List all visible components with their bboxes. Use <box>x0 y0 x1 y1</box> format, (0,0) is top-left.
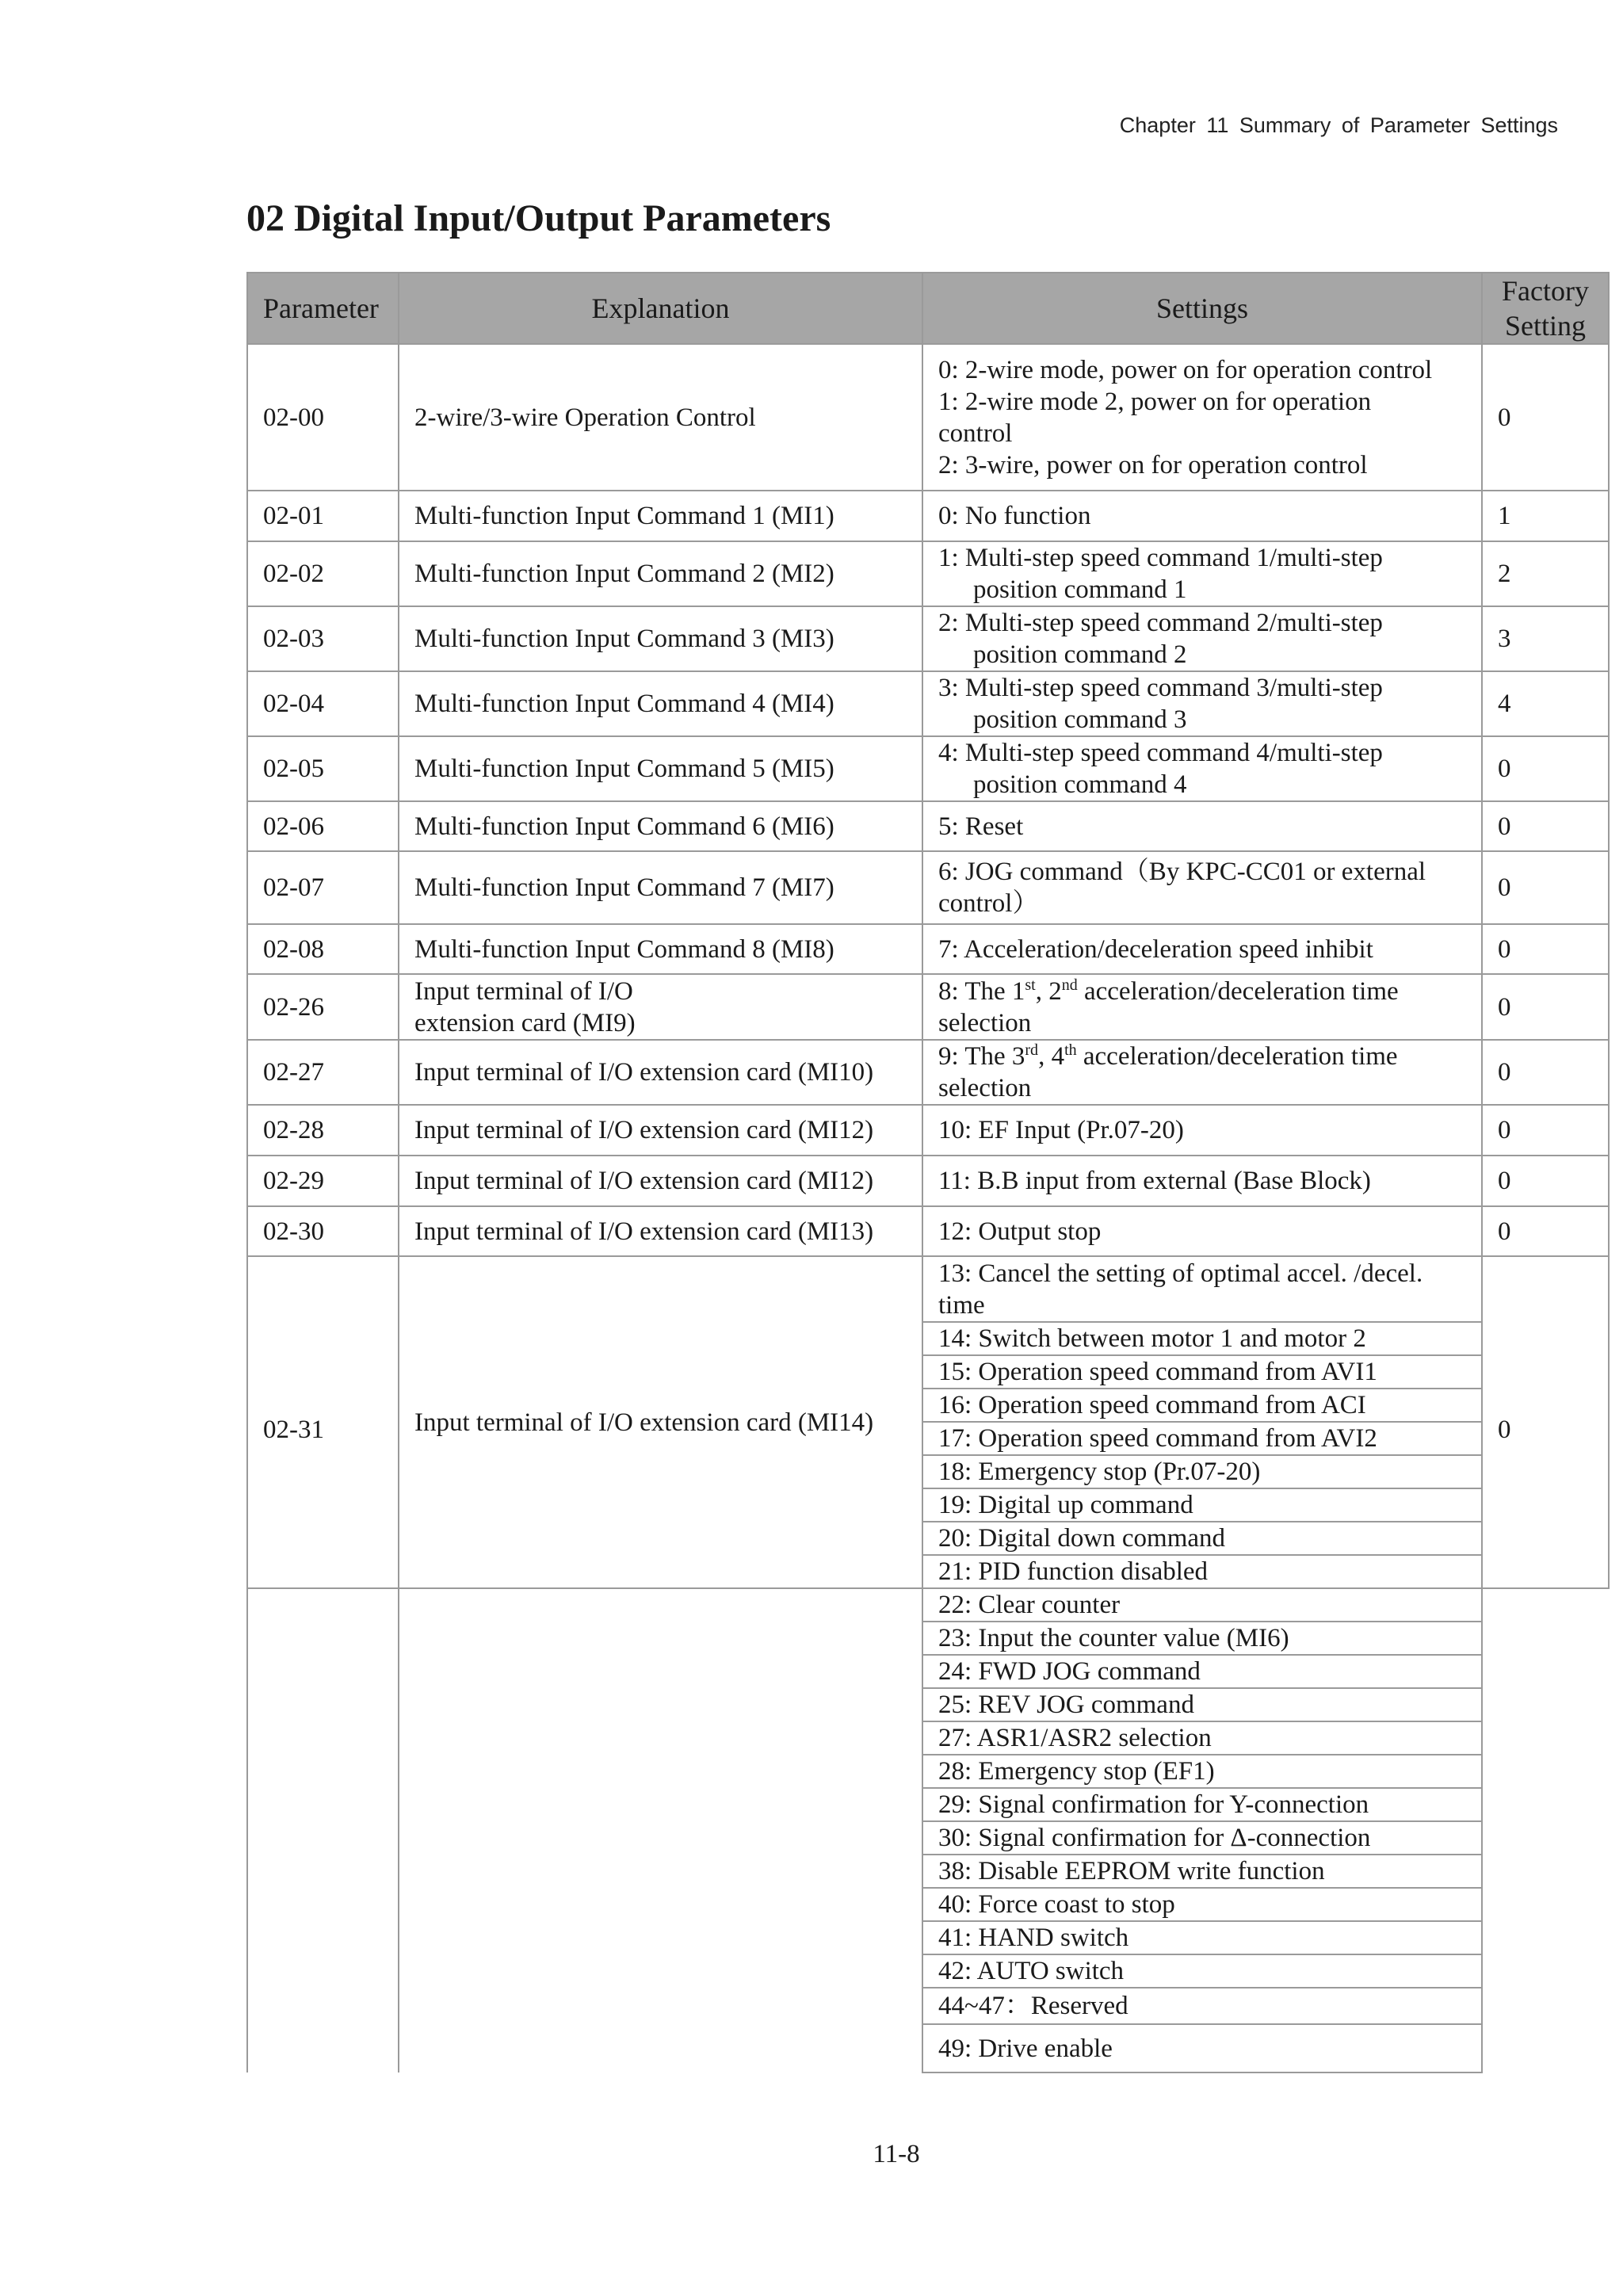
list-item <box>247 1588 1609 1622</box>
param-settings <box>922 344 1482 491</box>
ordinal-suffix: rd <box>1025 1041 1039 1059</box>
setting-text: 9: The 3 <box>938 1042 1025 1071</box>
table-row <box>247 736 1609 801</box>
param-explanation: Multi-function Input Command 3 (MI3) <box>399 606 922 671</box>
table-row <box>247 1256 1609 1322</box>
param-code: 02-03 <box>247 606 399 671</box>
param-code: 02-02 <box>247 541 399 606</box>
setting-item: 17: Operation speed command from AVI2 <box>922 1422 1482 1455</box>
setting-item: 28: Emergency stop (EF1) <box>922 1755 1482 1788</box>
param-settings: 7: Acceleration/deceleration speed inhibit <box>922 924 1482 974</box>
setting-text: acceleration/deceleration time <box>1076 1042 1398 1071</box>
param-code: 02-05 <box>247 736 399 801</box>
setting-line-indented: position command 2 <box>973 640 1187 669</box>
header-parameter: Parameter <box>247 273 399 344</box>
param-code: 02-07 <box>247 851 399 924</box>
setting-item: 15: Operation speed command from AVI1 <box>922 1355 1482 1389</box>
param-explanation: Input terminal of I/O extension card (MI13) <box>399 1206 922 1256</box>
factory-value: 0 <box>1482 1206 1609 1256</box>
blank-cell <box>399 1588 922 2073</box>
header-settings: Settings <box>922 273 1482 344</box>
param-code: 02-31 <box>247 1256 399 1588</box>
param-settings: 5: Reset <box>922 801 1482 851</box>
setting-line: 3: Multi-step speed command 3/multi-step <box>938 674 1383 702</box>
factory-value: 0 <box>1482 974 1609 1040</box>
explanation-line: extension card (MI9) <box>414 1008 636 1037</box>
setting-text: 8: The 1 <box>938 976 1025 1006</box>
setting-item: 21: PID function disabled <box>922 1555 1482 1588</box>
setting-item: 16: Operation speed command from ACI <box>922 1389 1482 1422</box>
explanation-line: Input terminal of I/O <box>414 976 633 1006</box>
setting-item: 25: REV JOG command <box>922 1688 1482 1721</box>
table-row <box>247 671 1609 736</box>
ordinal-suffix: nd <box>1061 976 1078 994</box>
setting-line: 0: 2-wire mode, power on for operation control <box>938 355 1433 384</box>
setting-line-indented: position command 3 <box>973 705 1187 734</box>
param-code: 02-30 <box>247 1206 399 1256</box>
setting-item: 49: Drive enable <box>922 2024 1482 2073</box>
factory-value: 0 <box>1482 1040 1609 1105</box>
param-settings: 10: EF Input (Pr.07-20) <box>922 1105 1482 1156</box>
setting-item: 18: Emergency stop (Pr.07-20) <box>922 1455 1482 1488</box>
factory-value: 3 <box>1482 606 1609 671</box>
setting-line <box>938 1041 1466 1072</box>
setting-line: control） <box>938 889 1039 918</box>
setting-item: 38: Disable EEPROM write function <box>922 1855 1482 1888</box>
param-settings <box>922 974 1482 1040</box>
setting-line: selection <box>938 1074 1032 1102</box>
setting-line: selection <box>938 1008 1032 1037</box>
table-row <box>247 344 1609 491</box>
setting-line: time <box>938 1290 985 1320</box>
param-explanation: Multi-function Input Command 1 (MI1) <box>399 491 922 541</box>
header-factory-line2: Setting <box>1504 310 1586 342</box>
setting-item: 24: FWD JOG command <box>922 1655 1482 1688</box>
table-row <box>247 851 1609 924</box>
setting-item: 19: Digital up command <box>922 1488 1482 1522</box>
setting-item: 23: Input the counter value (MI6) <box>922 1622 1482 1655</box>
factory-value: 0 <box>1482 1105 1609 1156</box>
setting-text: , 4 <box>1038 1042 1065 1071</box>
table-row <box>247 1040 1609 1105</box>
factory-value: 1 <box>1482 491 1609 541</box>
param-explanation: Multi-function Input Command 2 (MI2) <box>399 541 922 606</box>
param-explanation: Multi-function Input Command 8 (MI8) <box>399 924 922 974</box>
param-code: 02-27 <box>247 1040 399 1105</box>
setting-item: 20: Digital down command <box>922 1522 1482 1555</box>
setting-line: 4: Multi-step speed command 4/multi-step <box>938 739 1383 767</box>
param-settings: 11: B.B input from external (Base Block) <box>922 1156 1482 1206</box>
setting-item: 14: Switch between motor 1 and motor 2 <box>922 1322 1482 1355</box>
factory-value: 4 <box>1482 671 1609 736</box>
factory-value: 0 <box>1482 851 1609 924</box>
param-settings <box>922 1040 1482 1105</box>
param-explanation: Multi-function Input Command 7 (MI7) <box>399 851 922 924</box>
table-row <box>247 974 1609 1040</box>
setting-item: 41: HAND switch <box>922 1921 1482 1954</box>
factory-value: 0 <box>1482 736 1609 801</box>
setting-line: 2: 3-wire, power on for operation control <box>938 450 1368 479</box>
param-explanation: Input terminal of I/O extension card (MI12) <box>399 1105 922 1156</box>
param-settings <box>922 671 1482 736</box>
param-settings: 0: No function <box>922 491 1482 541</box>
param-code: 02-08 <box>247 924 399 974</box>
setting-line-indented: position command 4 <box>973 770 1187 799</box>
header-factory-setting <box>1482 273 1609 344</box>
setting-item: 27: ASR1/ASR2 selection <box>922 1721 1482 1755</box>
table-row <box>247 1156 1609 1206</box>
param-explanation: Multi-function Input Command 4 (MI4) <box>399 671 922 736</box>
param-code: 02-01 <box>247 491 399 541</box>
param-explanation: Input terminal of I/O extension card (MI12) <box>399 1156 922 1206</box>
param-code: 02-06 <box>247 801 399 851</box>
table-row <box>247 1105 1609 1156</box>
ordinal-suffix: st <box>1025 976 1036 994</box>
setting-item: 30: Signal confirmation for Δ-connection <box>922 1821 1482 1855</box>
setting-line: control <box>938 418 1013 448</box>
header-explanation: Explanation <box>399 273 922 344</box>
factory-value: 0 <box>1482 801 1609 851</box>
setting-item: 40: Force coast to stop <box>922 1888 1482 1921</box>
page-number: 11-8 <box>873 2140 920 2168</box>
table-row <box>247 541 1609 606</box>
section-title: 02 Digital Input/Output Parameters <box>246 197 831 239</box>
setting-line: 13: Cancel the setting of optimal accel. /decel. <box>938 1259 1423 1288</box>
param-settings <box>922 851 1482 924</box>
param-settings <box>922 736 1482 801</box>
blank-cell <box>1482 1588 1609 2024</box>
factory-value: 2 <box>1482 541 1609 606</box>
param-settings: 12: Output stop <box>922 1206 1482 1256</box>
param-settings <box>922 541 1482 606</box>
param-explanation: Input terminal of I/O extension card (MI14) <box>399 1256 922 1588</box>
setting-line: 6: JOG command（By KPC-CC01 or external <box>938 858 1426 886</box>
table-row <box>247 801 1609 851</box>
param-explanation: Input terminal of I/O extension card (MI10) <box>399 1040 922 1105</box>
param-settings <box>922 606 1482 671</box>
factory-value: 0 <box>1482 1256 1609 1588</box>
param-explanation <box>399 974 922 1040</box>
setting-text: , 2 <box>1035 976 1062 1006</box>
table-row <box>247 1206 1609 1256</box>
param-settings <box>922 1256 1482 1322</box>
param-explanation: Multi-function Input Command 6 (MI6) <box>399 801 922 851</box>
param-explanation: Multi-function Input Command 5 (MI5) <box>399 736 922 801</box>
param-code: 02-00 <box>247 344 399 491</box>
setting-text: acceleration/deceleration time <box>1077 976 1399 1006</box>
setting-line-indented: position command 1 <box>973 575 1187 604</box>
setting-line: 1: 2-wire mode 2, power on for operation <box>938 387 1372 416</box>
param-code: 02-26 <box>247 974 399 1040</box>
blank-cell <box>247 1588 399 2073</box>
setting-line: 2: Multi-step speed command 2/multi-step <box>938 609 1383 637</box>
setting-line <box>938 976 1466 1007</box>
blank-cell <box>1482 2024 1609 2073</box>
param-code: 02-29 <box>247 1156 399 1206</box>
table-row <box>247 924 1609 974</box>
running-head: Chapter 11 Summary of Parameter Settings <box>1119 113 1558 137</box>
factory-value: 0 <box>1482 924 1609 974</box>
param-code: 02-04 <box>247 671 399 736</box>
header-factory-line1: Factory <box>1502 275 1589 307</box>
setting-item: 22: Clear counter <box>922 1588 1482 1622</box>
factory-value: 0 <box>1482 1156 1609 1206</box>
param-explanation: 2-wire/3-wire Operation Control <box>399 344 922 491</box>
factory-value: 0 <box>1482 344 1609 491</box>
setting-item: 29: Signal confirmation for Y-connection <box>922 1788 1482 1821</box>
table-row <box>247 606 1609 671</box>
param-code: 02-28 <box>247 1105 399 1156</box>
ordinal-suffix: th <box>1064 1041 1077 1059</box>
table-row <box>247 491 1609 541</box>
parameter-table <box>246 272 1610 2073</box>
setting-line: 1: Multi-step speed command 1/multi-step <box>938 544 1383 572</box>
setting-item: 42: AUTO switch <box>922 1954 1482 1988</box>
setting-item: 44~47：Reserved <box>922 1988 1482 2024</box>
table-header-row <box>247 273 1609 344</box>
